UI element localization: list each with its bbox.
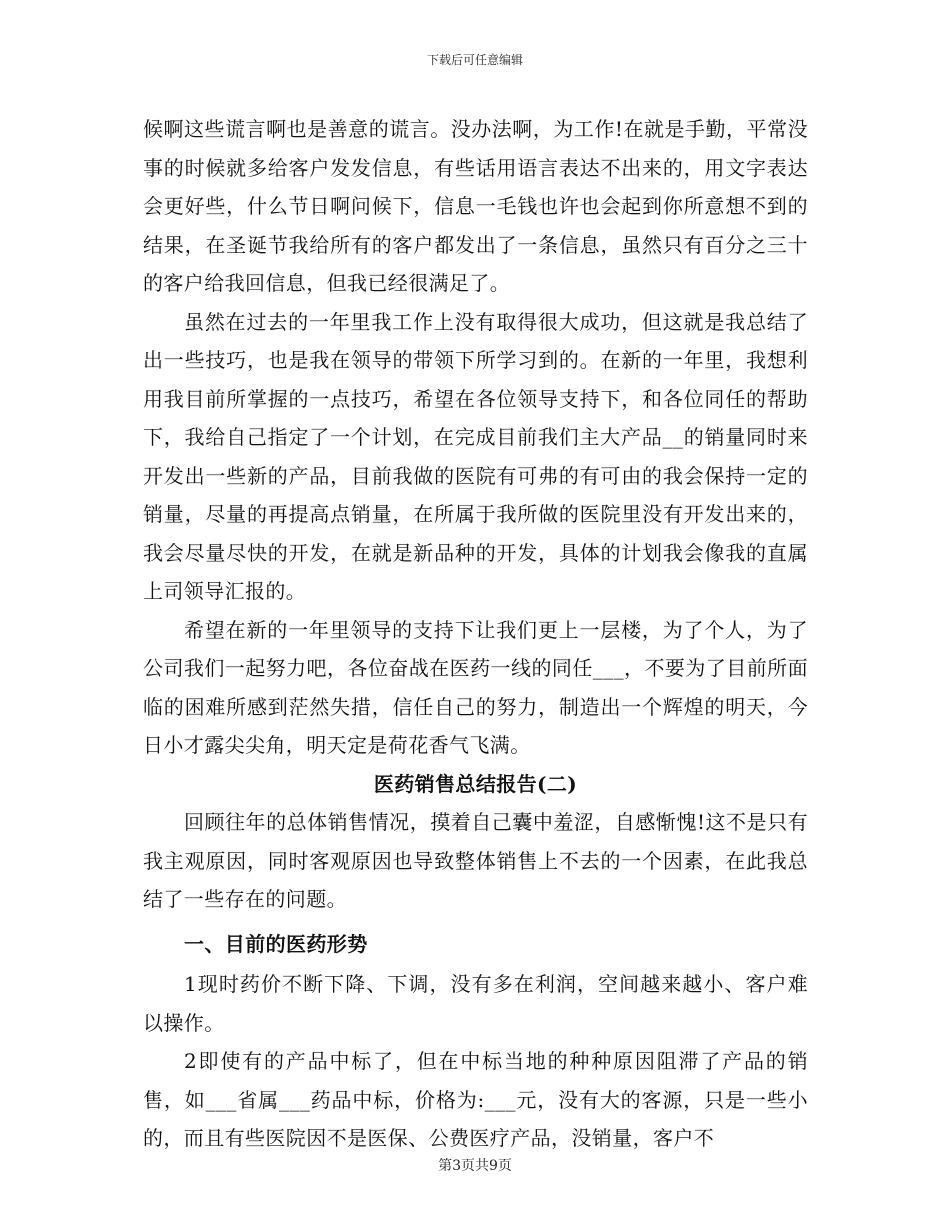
page-header: 下载后可任意编辑 (426, 53, 523, 67)
document-body (143, 110, 808, 1158)
paragraph-intro: 回顾往年的总体销售情况，摸着自己囊中羞涩，自感惭愧!这不是只有我主观原因，同时客观原因也导致整体销售上不去的一个因素，在此我总结了一些存在的问题。 (143, 810, 808, 911)
page-number: 第3页共9页 (438, 1158, 512, 1174)
paragraph-plan: 虽然在过去的一年里我工作上没有取得很大成功，但这就是我总结了出一些技巧，也是我在领导的带领下所学习到的。在新的一年里，我想利用我目前所掌握的一点技巧，希望在各位领导支持下，和各位同任的帮助下，我给自己指定了一个计划，在完成目前我们主大产品__的销量同时来开发出一些新的产品，目前我做的医院有可弗的有可由的我会保持一定的销量，尽量的再提高点销量，在所属于我所做的医院里没有开发出来的，我会尽量尽快的开发，在就是新品种的开发，具体的计划我会像我的直属上司领导汇报的。 (143, 309, 808, 603)
paragraph-point-1: 1现时药价不断下降、下调，没有多在利润，空间越来越小、客户难以操作。 (143, 972, 808, 1035)
section-title: 医药销售总结报告(二) (373, 771, 578, 796)
paragraph-point-2: 2即使有的产品中标了，但在中标当地的种种原因阻滞了产品的销售，如___省属___药品中标，价格为:___元，没有大的客源，只是一些小的，而且有些医院因不是医保、公费医疗产品，没销量，客户不 (143, 1049, 808, 1150)
section-heading: 一、目前的医药形势 (184, 931, 368, 956)
paragraph-continuation: 候啊这些谎言啊也是善意的谎言。没办法啊，为工作!在就是手勤，平常没事的时候就多给客户发发信息，有些话用语言表达不出来的，用文字表达会更好些，什么节日啊问候下，信息一毛钱也许也会起到你所意想不到的结果，在圣诞节我给所有的客户都发出了一条信息，虽然只有百分之三十的客户给我回信息，但我已经很满足了。 (143, 117, 808, 295)
paragraph-hope: 希望在新的一年里领导的支持下让我们更上一层楼，为了个人，为了公司我们一起努力吧，各位奋战在医药一线的同任___，不要为了目前所面临的困难所感到茫然失措，信任自己的努力，制造出一个辉煌的明天，今日小才露尖尖角，明天定是荷花香气飞满。 (143, 617, 808, 757)
